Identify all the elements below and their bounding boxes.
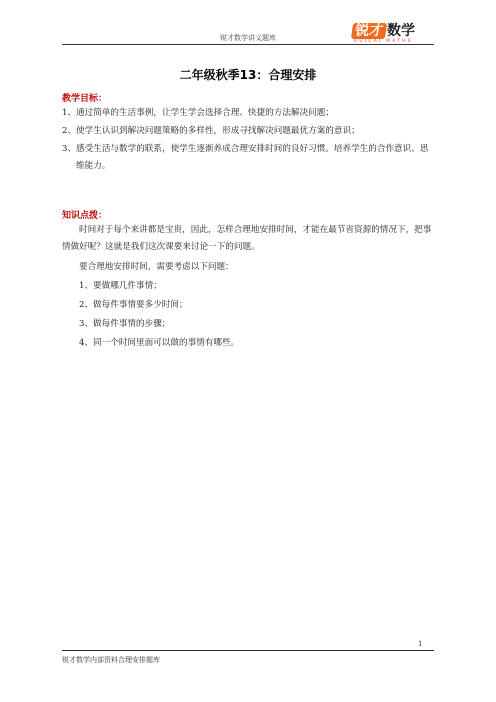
goals-heading: 教学目标： — [62, 94, 108, 104]
header-divider — [62, 44, 434, 45]
page-title: 二年级秋季13：合理安排 — [179, 68, 317, 82]
knowledge-item-2: 2、做每件事情要多少时间； — [79, 300, 188, 310]
brand-logo — [352, 23, 434, 45]
footer-divider — [62, 650, 434, 651]
footer-text: 锐才数学内部资料合理安排题库 — [62, 656, 160, 664]
knowledge-item-1: 1、要做哪几件事情； — [79, 281, 162, 291]
logo-part1: 锐才 — [351, 23, 387, 39]
goal-item-2: 2、使学生认识到解决问题策略的多样性，形成寻找解决问题最优方案的意识； — [62, 126, 360, 136]
goal-item-1: 1、通过简单的生活事例，让学生学会选择合理、快捷的方法解决问题； — [62, 108, 334, 118]
logo-subtitle: RUICAI MATHS — [354, 39, 413, 44]
knowledge-intro: 时间对于每个来讲都是宝贵，因此，怎样合理地安排时间，才能在最节省资源的情况下，把事情做好呢？这就是我们这次课要来讨论一下的问题。 — [62, 225, 432, 252]
logo-part2: 数学 — [387, 23, 415, 39]
page-number: 1 — [418, 640, 423, 648]
knowledge-item-4: 4、同一个时间里面可以做的事情有哪些。 — [79, 338, 240, 348]
goal-item-3: 3、感受生活与数学的联系，使学生逐渐养成合理安排时间的良好习惯。培养学生的合作意识、思维能力。 — [62, 144, 429, 171]
knowledge-lead: 要合理地安排时间，需要考虑以下问题： — [79, 262, 234, 272]
knowledge-heading: 知识点拨： — [62, 211, 108, 221]
header-title: 锐才数学讲义题库 — [220, 34, 276, 42]
knowledge-item-3: 3、做每件事情的步骤； — [79, 319, 171, 329]
